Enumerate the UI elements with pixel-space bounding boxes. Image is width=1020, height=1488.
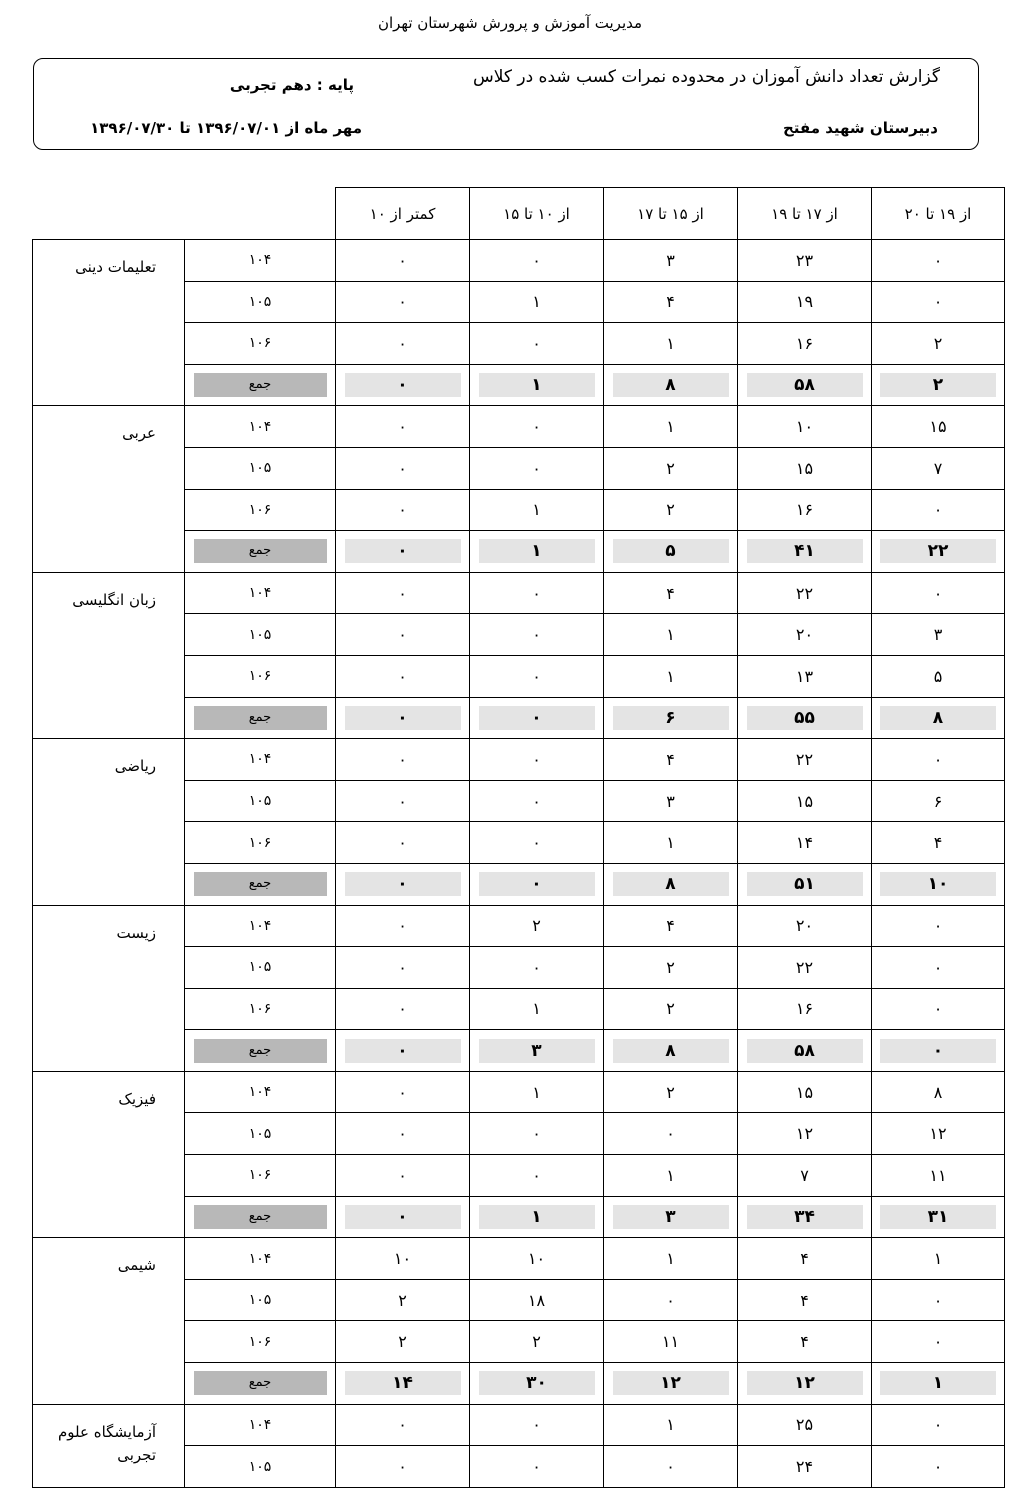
class-number: ۱۰۵ (185, 780, 336, 822)
total-label-cell (185, 863, 336, 905)
count-cell: ۲ (604, 947, 738, 989)
count-cell: ۰ (336, 572, 470, 614)
count-cell: ۰ (470, 1404, 604, 1446)
total-label-cell (185, 1196, 336, 1238)
table-row (33, 572, 1005, 614)
column-header: از ۱۰ تا ۱۵ (470, 188, 604, 240)
count-cell: ۱ (604, 822, 738, 864)
class-number: ۱۰۶ (185, 988, 336, 1030)
count-cell: ۲ (604, 489, 738, 531)
total-label-cell (185, 1030, 336, 1072)
total-cell (470, 697, 604, 739)
class-number: ۱۰۶ (185, 489, 336, 531)
total-cell (336, 863, 470, 905)
count-cell: ۲ (604, 447, 738, 489)
count-cell: ۳ (604, 240, 738, 282)
count-cell: ۰ (470, 1155, 604, 1197)
total-label-cell (185, 531, 336, 573)
total-label: جمع (194, 706, 327, 730)
total-value: ۳۱ (880, 1205, 996, 1229)
count-cell: ۰ (336, 489, 470, 531)
total-value: ۳۰ (479, 1371, 595, 1395)
total-label-cell (185, 697, 336, 739)
class-number: ۱۰۶ (185, 1321, 336, 1363)
count-cell: ۰ (336, 988, 470, 1030)
count-cell: ۱ (470, 281, 604, 323)
count-cell: ۰ (604, 1279, 738, 1321)
total-value: ۱۲ (613, 1371, 729, 1395)
count-cell: ۰ (336, 1155, 470, 1197)
total-label: جمع (194, 373, 327, 397)
count-cell: ۱ (604, 406, 738, 448)
count-cell: ۰ (336, 947, 470, 989)
count-cell: ۰ (336, 1404, 470, 1446)
subject-name: زبان انگلیسی (33, 572, 185, 738)
count-cell: ۲۴ (738, 1446, 872, 1488)
class-number: ۱۰۴ (185, 1071, 336, 1113)
class-number: ۱۰۴ (185, 240, 336, 282)
count-cell: ۲۳ (738, 240, 872, 282)
class-number: ۱۰۵ (185, 614, 336, 656)
count-cell: ۸ (872, 1071, 1005, 1113)
total-cell (604, 863, 738, 905)
total-label: جمع (194, 872, 327, 896)
total-value: ۳۴ (747, 1205, 863, 1229)
count-cell: ۰ (470, 1446, 604, 1488)
subject-name: زیست (33, 905, 185, 1071)
total-cell (872, 1196, 1005, 1238)
count-cell: ۲ (604, 988, 738, 1030)
count-cell: ۱۵ (738, 447, 872, 489)
class-number: ۱۰۴ (185, 1404, 336, 1446)
count-cell: ۰ (470, 614, 604, 656)
total-label: جمع (194, 539, 327, 563)
class-number: ۱۰۵ (185, 1279, 336, 1321)
column-header: از ۱۵ تا ۱۷ (604, 188, 738, 240)
header-blank (33, 188, 336, 240)
total-value: ۰ (345, 872, 461, 896)
count-cell: ۱ (470, 988, 604, 1030)
count-cell: ۱۲ (872, 1113, 1005, 1155)
count-cell: ۶ (872, 780, 1005, 822)
department-title: مدیریت آموزش و پرورش شهرستان تهران (377, 14, 643, 32)
total-value: ۲ (880, 373, 996, 397)
count-cell: ۱ (470, 1071, 604, 1113)
count-cell: ۱ (872, 1238, 1005, 1280)
total-cell (470, 364, 604, 406)
table-row (33, 1404, 1005, 1446)
count-cell: ۳ (604, 780, 738, 822)
total-value: ۱ (479, 539, 595, 563)
column-header: کمتر از ۱۰ (336, 188, 470, 240)
count-cell: ۰ (470, 947, 604, 989)
table-row (33, 1238, 1005, 1280)
total-cell (872, 1030, 1005, 1072)
total-cell (470, 1196, 604, 1238)
column-header-row (33, 188, 1005, 240)
count-cell: ۴ (604, 739, 738, 781)
count-cell: ۲۲ (738, 572, 872, 614)
count-cell: ۵ (872, 655, 1005, 697)
total-label: جمع (194, 1039, 327, 1063)
count-cell: ۱ (604, 655, 738, 697)
count-cell: ۱۵ (738, 780, 872, 822)
count-cell: ۲ (872, 323, 1005, 365)
total-value: ۵۱ (747, 872, 863, 896)
column-header: از ۱۷ تا ۱۹ (738, 188, 872, 240)
count-cell: ۰ (470, 572, 604, 614)
count-cell: ۱۹ (738, 281, 872, 323)
count-cell: ۲ (336, 1321, 470, 1363)
subject-name: فیزیک (33, 1071, 185, 1237)
count-cell: ۰ (470, 780, 604, 822)
count-cell: ۲۲ (738, 739, 872, 781)
count-cell: ۴ (604, 572, 738, 614)
total-value: ۸ (613, 872, 729, 896)
count-cell: ۱۸ (470, 1279, 604, 1321)
total-cell (336, 1030, 470, 1072)
total-value: ۱۲ (747, 1371, 863, 1395)
count-cell: ۱۵ (738, 1071, 872, 1113)
count-cell: ۲ (336, 1279, 470, 1321)
subject-name: شیمی (33, 1238, 185, 1404)
count-cell: ۰ (470, 822, 604, 864)
class-number: ۱۰۵ (185, 281, 336, 323)
table-row (33, 1071, 1005, 1113)
table-row (33, 406, 1005, 448)
count-cell: ۱۱ (872, 1155, 1005, 1197)
total-cell (738, 364, 872, 406)
count-cell: ۰ (872, 572, 1005, 614)
total-cell (604, 364, 738, 406)
class-number: ۱۰۴ (185, 1238, 336, 1280)
count-cell: ۰ (470, 655, 604, 697)
count-cell: ۰ (604, 1446, 738, 1488)
total-value: ۰ (479, 706, 595, 730)
total-label: جمع (194, 1205, 327, 1229)
count-cell: ۷ (872, 447, 1005, 489)
total-cell (872, 1363, 1005, 1405)
count-cell: ۰ (336, 281, 470, 323)
total-value: ۳ (613, 1205, 729, 1229)
total-value: ۵۸ (747, 1039, 863, 1063)
class-number: ۱۰۴ (185, 406, 336, 448)
count-cell: ۰ (336, 655, 470, 697)
count-cell: ۱۱ (604, 1321, 738, 1363)
class-number: ۱۰۴ (185, 572, 336, 614)
count-cell: ۴ (738, 1321, 872, 1363)
total-cell (336, 1196, 470, 1238)
total-cell (738, 1030, 872, 1072)
table-row (33, 240, 1005, 282)
count-cell: ۰ (872, 1279, 1005, 1321)
count-cell: ۱۶ (738, 323, 872, 365)
total-cell (872, 364, 1005, 406)
total-value: ۰ (345, 1205, 461, 1229)
total-cell (470, 863, 604, 905)
count-cell: ۰ (872, 739, 1005, 781)
total-value: ۱ (479, 373, 595, 397)
count-cell: ۰ (872, 905, 1005, 947)
count-cell: ۱ (604, 1238, 738, 1280)
total-value: ۰ (345, 539, 461, 563)
total-value: ۳ (479, 1039, 595, 1063)
count-cell: ۰ (470, 240, 604, 282)
count-cell: ۰ (336, 1113, 470, 1155)
subject-name: عربی (33, 406, 185, 572)
count-cell: ۴ (604, 905, 738, 947)
count-cell: ۴ (872, 822, 1005, 864)
total-cell (738, 697, 872, 739)
count-cell: ۱۳ (738, 655, 872, 697)
count-cell: ۱ (604, 1404, 738, 1446)
class-number: ۱۰۶ (185, 655, 336, 697)
subject-name: ریاضی (33, 739, 185, 905)
count-cell: ۰ (872, 1321, 1005, 1363)
count-cell: ۱۰ (470, 1238, 604, 1280)
count-cell: ۰ (470, 1113, 604, 1155)
count-cell: ۴ (604, 281, 738, 323)
class-number: ۱۰۴ (185, 905, 336, 947)
total-value: ۸ (613, 1039, 729, 1063)
count-cell: ۱۰ (738, 406, 872, 448)
total-cell (604, 1363, 738, 1405)
count-cell: ۰ (470, 323, 604, 365)
count-cell: ۱۶ (738, 988, 872, 1030)
report-period: مهر ماه از ۱۳۹۶/۰۷/۰۱ تا ۱۳۹۶/۰۷/۳۰ (90, 119, 362, 137)
count-cell: ۲۲ (738, 947, 872, 989)
count-cell: ۰ (336, 614, 470, 656)
total-value: ۸ (880, 706, 996, 730)
count-cell: ۲ (470, 905, 604, 947)
count-cell: ۰ (872, 1404, 1005, 1446)
total-value: ۰ (345, 1039, 461, 1063)
class-number: ۱۰۵ (185, 1113, 336, 1155)
count-cell: ۴ (738, 1279, 872, 1321)
total-value: ۶ (613, 706, 729, 730)
count-cell: ۰ (470, 447, 604, 489)
total-cell (604, 531, 738, 573)
count-cell: ۰ (872, 947, 1005, 989)
total-value: ۵۵ (747, 706, 863, 730)
count-cell: ۰ (872, 240, 1005, 282)
count-cell: ۲۰ (738, 614, 872, 656)
count-cell: ۱۵ (872, 406, 1005, 448)
total-value: ۵۸ (747, 373, 863, 397)
count-cell: ۰ (336, 240, 470, 282)
table-row (33, 739, 1005, 781)
grades-table (32, 187, 1005, 1488)
count-cell: ۰ (336, 1071, 470, 1113)
count-cell: ۰ (872, 489, 1005, 531)
count-cell: ۱ (604, 614, 738, 656)
class-number: ۱۰۴ (185, 739, 336, 781)
count-cell: ۱۶ (738, 489, 872, 531)
count-cell: ۰ (336, 822, 470, 864)
total-value: ۰ (345, 706, 461, 730)
column-header: از ۱۹ تا ۲۰ (872, 188, 1005, 240)
count-cell: ۰ (872, 988, 1005, 1030)
count-cell: ۲۵ (738, 1404, 872, 1446)
total-value: ۰ (880, 1039, 996, 1063)
class-number: ۱۰۶ (185, 1155, 336, 1197)
total-cell (336, 531, 470, 573)
count-cell: ۰ (336, 905, 470, 947)
total-value: ۱۴ (345, 1371, 461, 1395)
count-cell: ۰ (336, 739, 470, 781)
total-cell (872, 531, 1005, 573)
total-cell (738, 863, 872, 905)
total-value: ۰ (479, 872, 595, 896)
count-cell: ۱۰ (336, 1238, 470, 1280)
subject-name: تعلیمات دینی (33, 240, 185, 406)
total-value: ۱ (479, 1205, 595, 1229)
report-title: گزارش تعداد دانش آموزان در محدوده نمرات کسب شده در کلاس (472, 67, 940, 87)
total-cell (336, 364, 470, 406)
total-cell (470, 1030, 604, 1072)
total-cell (604, 697, 738, 739)
count-cell: ۷ (738, 1155, 872, 1197)
count-cell: ۰ (604, 1113, 738, 1155)
count-cell: ۱ (604, 323, 738, 365)
count-cell: ۱۲ (738, 1113, 872, 1155)
total-cell (872, 697, 1005, 739)
count-cell: ۴ (738, 1238, 872, 1280)
count-cell: ۰ (470, 739, 604, 781)
count-cell: ۳ (872, 614, 1005, 656)
total-value: ۱۰ (880, 872, 996, 896)
count-cell: ۰ (872, 1446, 1005, 1488)
total-value: ۲۲ (880, 539, 996, 563)
count-cell: ۰ (872, 281, 1005, 323)
total-label-cell (185, 364, 336, 406)
total-cell (738, 531, 872, 573)
total-cell (604, 1030, 738, 1072)
school-name: دبیرستان شهید مفتح (783, 119, 938, 137)
total-value: ۰ (345, 373, 461, 397)
count-cell: ۰ (470, 406, 604, 448)
class-number: ۱۰۶ (185, 822, 336, 864)
count-cell: ۲ (470, 1321, 604, 1363)
total-value: ۴۱ (747, 539, 863, 563)
total-cell (604, 1196, 738, 1238)
class-number: ۱۰۵ (185, 447, 336, 489)
total-label: جمع (194, 1371, 327, 1395)
total-cell (738, 1363, 872, 1405)
count-cell: ۰ (336, 406, 470, 448)
count-cell: ۱ (604, 1155, 738, 1197)
table-row (33, 905, 1005, 947)
count-cell: ۰ (336, 323, 470, 365)
total-cell (336, 697, 470, 739)
total-cell (738, 1196, 872, 1238)
total-label-cell (185, 1363, 336, 1405)
total-cell (872, 863, 1005, 905)
total-value: ۵ (613, 539, 729, 563)
grade-label: پایه : دهم تجربی (229, 76, 354, 94)
class-number: ۱۰۵ (185, 1446, 336, 1488)
count-cell: ۲۰ (738, 905, 872, 947)
total-value: ۸ (613, 373, 729, 397)
count-cell: ۱۴ (738, 822, 872, 864)
class-number: ۱۰۶ (185, 323, 336, 365)
report-header-box (33, 58, 979, 150)
count-cell: ۲ (604, 1071, 738, 1113)
count-cell: ۰ (336, 1446, 470, 1488)
class-number: ۱۰۵ (185, 947, 336, 989)
count-cell: ۱ (470, 489, 604, 531)
count-cell: ۰ (336, 780, 470, 822)
total-cell (336, 1363, 470, 1405)
count-cell: ۰ (336, 447, 470, 489)
subject-name: آزمایشگاه علوم تجربی (33, 1404, 185, 1487)
total-cell (470, 531, 604, 573)
total-cell (470, 1363, 604, 1405)
total-value: ۱ (880, 1371, 996, 1395)
